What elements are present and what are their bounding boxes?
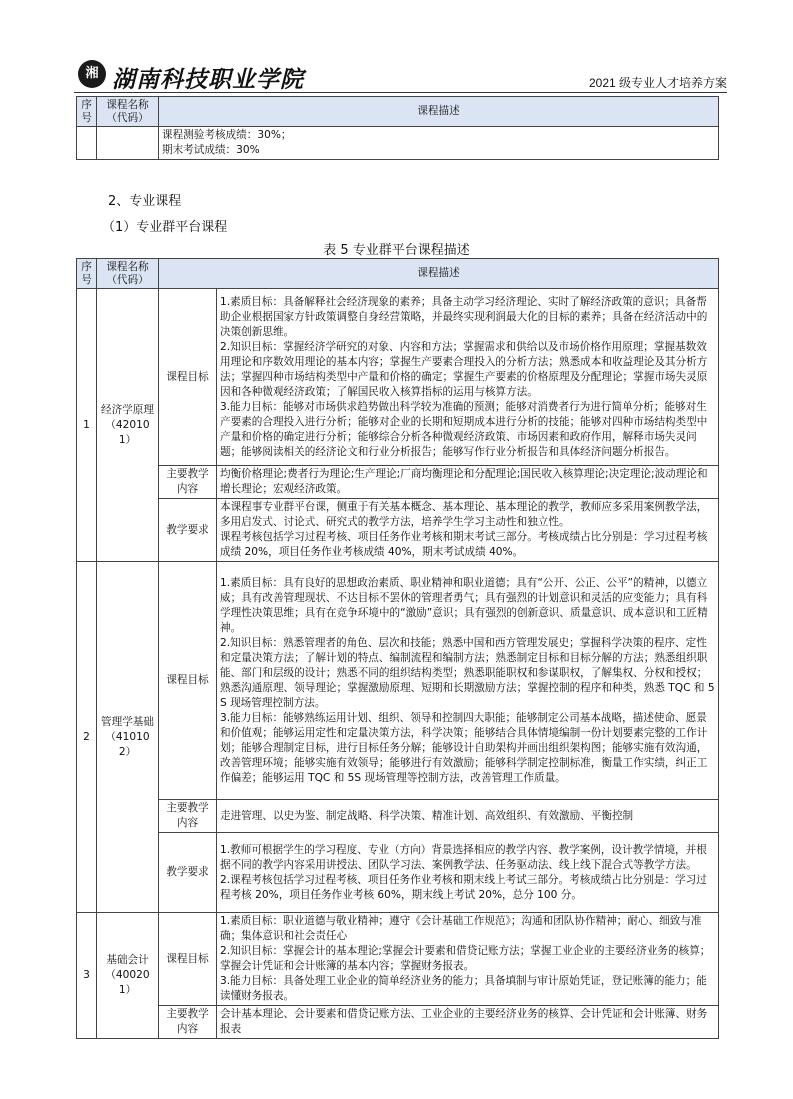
row-label: 教学要求: [159, 499, 217, 562]
course-index: 2: [77, 562, 97, 913]
row-text: [217, 562, 719, 800]
row-text-line: 本课程事专业群平台课，侧重于有关基本概念、基本理论、基本理论的教学，教师应多采用案例教学法，多用启发式、讨论式、研究式的教学方法，培养学生学习主动性和独立性。 课程考核包括学习过程考核、项目任务作业考核和期末考试三部分。考核成绩占比分别是：学习过程考核成绩 20%，项目任务作业考核成绩 40%，期末考试成绩 40%。: [220, 501, 708, 558]
row-text: [217, 800, 719, 833]
page-header: [74, 58, 727, 92]
row-label: 主要教学内容: [159, 800, 217, 833]
row-label: 教学要求: [159, 833, 217, 913]
header-index: 序号: [77, 97, 97, 127]
header-course: 课程名称（代码）: [97, 259, 159, 289]
row-text-line: 1.素质目标：职业道德与敬业精神；遵守《会计基础工作规范》；沟通和团队协作精神；耐心、细致与准确；集体意识和社会责任心 2.知识目标：掌握会计的基本理论;掌握会计要素和借贷记账方法；掌握工业企业的主要经济业务的核算；掌握会计凭证和会计账簿的基本内容；掌握财务报表。 3.能力目标：具备处理工业企业的简单经济业务的能力；具备填制与审计原始凭证，登记账簿的能力；能读懂财务报表。: [220, 915, 711, 1002]
header-description: 课程描述: [159, 259, 719, 289]
continued-table: [76, 96, 719, 160]
row-label: 课程目标: [159, 913, 217, 1006]
row-text-line: 均衡价格理论;费者行为理论;生产理论;厂商均衡理论和分配理论;国民收入核算理论;决定理论;波动理论和增长理论；宏观经济政策。: [220, 468, 708, 495]
row-label: 课程目标: [159, 562, 217, 800]
row-text-line: 走进管理、以史为鉴、制定战略、科学决策、精准计划、高效组织、有效激励、平衡控制: [220, 809, 634, 822]
row-text: [217, 499, 719, 562]
row-text-line: 1.素质目标：具备解释社会经济现象的素养；具备主动学习经济理论、实时了解经济政策的意识；具备帮助企业根据国家方针政策调整自身经营策略，并最终实现利润最大化的目标的素养；具备在经济活动中的决策创新思维。 2.知识目标：掌握经济学研究的对象、内容和方法；掌握需求和供给以及市场价格作用原理；掌握基数效用理论和序数效用理论的基本内容；掌握生产要素合理投入的分析方法；熟悉成本和收益理论及其分析方法；掌握四种市场结构类型中产量和价格的确定；掌握生产要素的价格原理及分配理论；掌握市场失灵原因和各种微观经济政策；了解国民收入核算指标的运用与核算方法。 3.能力目标：能够对市场供求趋势做出科学较为准确的预测；能够对消费者行为进行简单分析；能够对生产要素的合理投入进行分析；能够对企业的长期和短期成本进行分析的技能；能够对四种市场结构类型中产量和价格的确定进行分析；能够综合分析各种微观经济政策、市场因素和政府作用，解释市场失灵问题；能够阅读相关的经济论文和行业分析报告；能够写作行业分析报告和具体经济问题分析报告。: [220, 295, 708, 458]
course-name: 管理学基础（410102）: [97, 562, 159, 913]
row-text-line: 会计基本理论、会计要素和借贷记账方法、工业企业的主要经济业务的核算、会计凭证和会计账簿、财务报表: [220, 1008, 708, 1035]
course-name: 基础会计（400201）: [97, 913, 159, 1039]
course-index: 1: [77, 289, 97, 562]
row-text-line: 1.素质目标：具有良好的思想政治素质、职业精神和职业道德；具有“公开、公正、公平”的精神，以德立威；具有改善管理现状、不达目标不罢休的管理者勇气；具有强烈的计划意识和灵活的应变能力；具有科学理性决策思维；具有在竞争环境中的“激励”意识；具有强烈的创新意识、质量意识、成本意识和工匠精神。 2.知识目标：熟悉管理者的角色、层次和技能；熟悉中国和西方管理发展史；掌握科学决策的程序、定性和定量决策方法；了解计划的特点、编制流程和编制方法；熟悉制定目标和目标分解的方法；熟悉组织职能、部门和层级的设计；熟悉不同的组织结构类型；熟悉职能职权和参谋职权，了解集权、分权和授权；熟悉沟通原理、领导理论；掌握激励原理、短期和长期激励方法；掌握控制的程序和种类，熟悉 TQC 和 5S 现场管理控制方法。 3.能力目标：能够熟练运用计划、组织、领导和控制四大职能；能够制定公司基本战略，描述使命、愿景和价值观；能够运用定性和定量决策方法，科学决策；能够结合具体情境编制一份计划要素完整的工作计划；能够合理制定目标，进行目标任务分解；能够设计自助架构并画出组织架构图；能够实施有效沟通，改善管理环境；能够实施有效领导；能够进行有效激励；能够科学制定控制标准，衡量工作实绩，纠正工作偏差；能够运用 TQC 和 5S 现场管理等控制方法，改善管理工作质量。: [220, 576, 715, 784]
school-logo-icon: 湘: [78, 60, 106, 88]
continued-line-1: 课程测验考核成绩：30%；: [162, 129, 292, 141]
row-text: [217, 289, 719, 466]
row-text: [217, 833, 719, 913]
continued-description: [159, 127, 719, 160]
row-text-line: 1.教师可根据学生的学习程度、专业（方向）背景选择相应的教学内容、教学案例，设计教学情境，并根据不同的教学内容采用讲授法、团队学习法、案例教学法、任务驱动法、线上线下混合式等教学方法。 2.课程考核包括学习过程考核、项目任务作业考核和期末线上考试三部分。考核成绩占比分别是：学习过程考核 20%，项目任务作业考核 60%，期末线上考试 20%，总分 100 分。: [220, 843, 707, 901]
course-name: 经济学原理（420101）: [97, 289, 159, 562]
row-label: 主要教学内容: [159, 1006, 217, 1039]
header-description: 课程描述: [159, 97, 719, 127]
header-rule: [74, 92, 727, 93]
course-index: 3: [77, 913, 97, 1039]
section-heading: 2、专业课程: [108, 194, 182, 209]
school-name: 湖南科技职业学院: [112, 66, 304, 93]
plan-title: 2021 级专业人才培养方案: [588, 76, 727, 90]
table-caption: 表 5 专业群平台课程描述: [323, 243, 470, 258]
row-text: [217, 1006, 719, 1039]
row-text: [217, 913, 719, 1006]
row-text: [217, 466, 719, 499]
row-label: 课程目标: [159, 289, 217, 466]
header-course: 课程名称（代码）: [97, 97, 159, 127]
continued-line-2: 期末考试成绩：30%: [162, 144, 260, 156]
header-index: 序号: [77, 259, 97, 289]
subsection-heading: （1）专业群平台课程: [102, 220, 228, 235]
empty-cell: [77, 127, 97, 160]
empty-cell: [97, 127, 159, 160]
platform-course-table: [76, 258, 719, 1039]
row-label: 主要教学内容: [159, 466, 217, 499]
